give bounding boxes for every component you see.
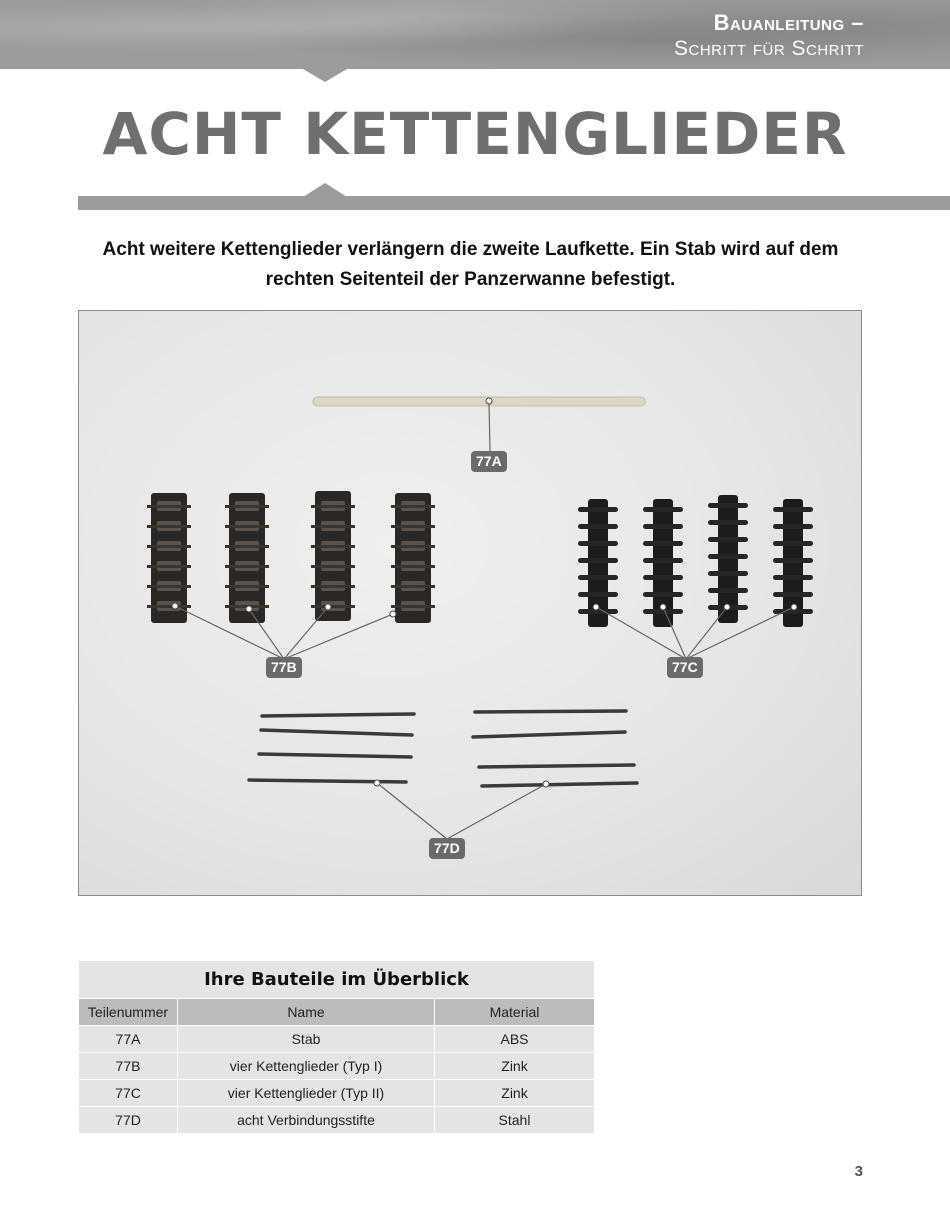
label-77b: 77B — [266, 657, 302, 678]
leader-dot — [172, 603, 178, 609]
pin-77d — [473, 732, 625, 737]
page-title: ACHT KETTENGLIEDER — [102, 100, 848, 168]
table-row — [79, 1107, 595, 1134]
leader-dot — [593, 604, 599, 610]
column-header-material: Material — [435, 999, 595, 1026]
table-row — [79, 1053, 595, 1080]
cell-part-number: 77D — [79, 1107, 178, 1134]
pin-77d — [475, 711, 626, 712]
leader-dot — [390, 611, 396, 617]
leader-line — [249, 609, 284, 659]
leader-dot — [724, 604, 730, 610]
header-notch — [303, 69, 347, 82]
header-line-1: Bauanleitung – — [713, 10, 864, 35]
column-header-part-number: Teilenummer — [79, 999, 178, 1026]
cell-name: acht Verbindungsstifte — [178, 1107, 435, 1134]
track-link-77b — [225, 493, 269, 623]
title-rule — [78, 196, 950, 210]
leader-line — [489, 401, 490, 452]
leader-dot — [660, 604, 666, 610]
column-header-name: Name — [178, 999, 435, 1026]
leader-line — [377, 783, 447, 839]
cell-name: Stab — [178, 1026, 435, 1053]
cell-part-number: 77B — [79, 1053, 178, 1080]
leader-dot — [325, 604, 331, 610]
leader-line — [447, 784, 546, 839]
pin-77d — [259, 754, 411, 757]
page-number: 3 — [854, 1163, 863, 1180]
leader-line — [686, 607, 794, 659]
leader-dot — [486, 398, 492, 404]
cell-material: Zink — [435, 1080, 595, 1107]
cell-part-number: 77C — [79, 1080, 178, 1107]
cell-part-number: 77A — [79, 1026, 178, 1053]
track-link-77b — [311, 491, 355, 621]
leader-dot — [246, 606, 252, 612]
leader-dot — [543, 781, 549, 787]
track-link-77b — [147, 493, 191, 623]
cell-name: vier Kettenglieder (Typ I) — [178, 1053, 435, 1080]
label-77a: 77A — [471, 451, 507, 472]
title-rule-notch — [303, 183, 347, 197]
track-link-77b — [391, 493, 435, 623]
leader-line — [686, 607, 727, 659]
leader-line — [663, 607, 686, 659]
leader-line — [284, 607, 328, 659]
pin-77d — [249, 780, 406, 782]
leader-dot — [791, 604, 797, 610]
table-caption: Ihre Bauteile im Überblick — [79, 961, 595, 999]
table-row — [79, 1080, 595, 1107]
header-title — [674, 10, 864, 62]
rod-77a — [313, 397, 645, 406]
pin-77d — [262, 714, 414, 716]
cell-material: ABS — [435, 1026, 595, 1053]
leader-dot — [374, 780, 380, 786]
pin-77d — [482, 783, 637, 786]
header-line-2: Schritt für Schritt — [674, 37, 864, 60]
table-row — [79, 1026, 595, 1053]
parts-photo-drawing — [79, 311, 862, 896]
cell-material: Zink — [435, 1053, 595, 1080]
label-77c: 77C — [667, 657, 703, 678]
parts-photo — [78, 310, 862, 896]
table-caption-row — [79, 961, 595, 999]
intro-text: Acht weitere Kettenglieder verlängern die zweite Laufkette. Ein Stab wird auf dem rechten Seitenteil der Panzerwanne befestigt. — [102, 239, 839, 290]
label-77d: 77D — [429, 838, 465, 859]
pin-77d — [479, 765, 634, 767]
cell-material: Stahl — [435, 1107, 595, 1134]
pin-77d — [261, 730, 412, 735]
parts-table — [78, 960, 595, 1134]
table-header-row — [79, 999, 595, 1026]
cell-name: vier Kettenglieder (Typ II) — [178, 1080, 435, 1107]
